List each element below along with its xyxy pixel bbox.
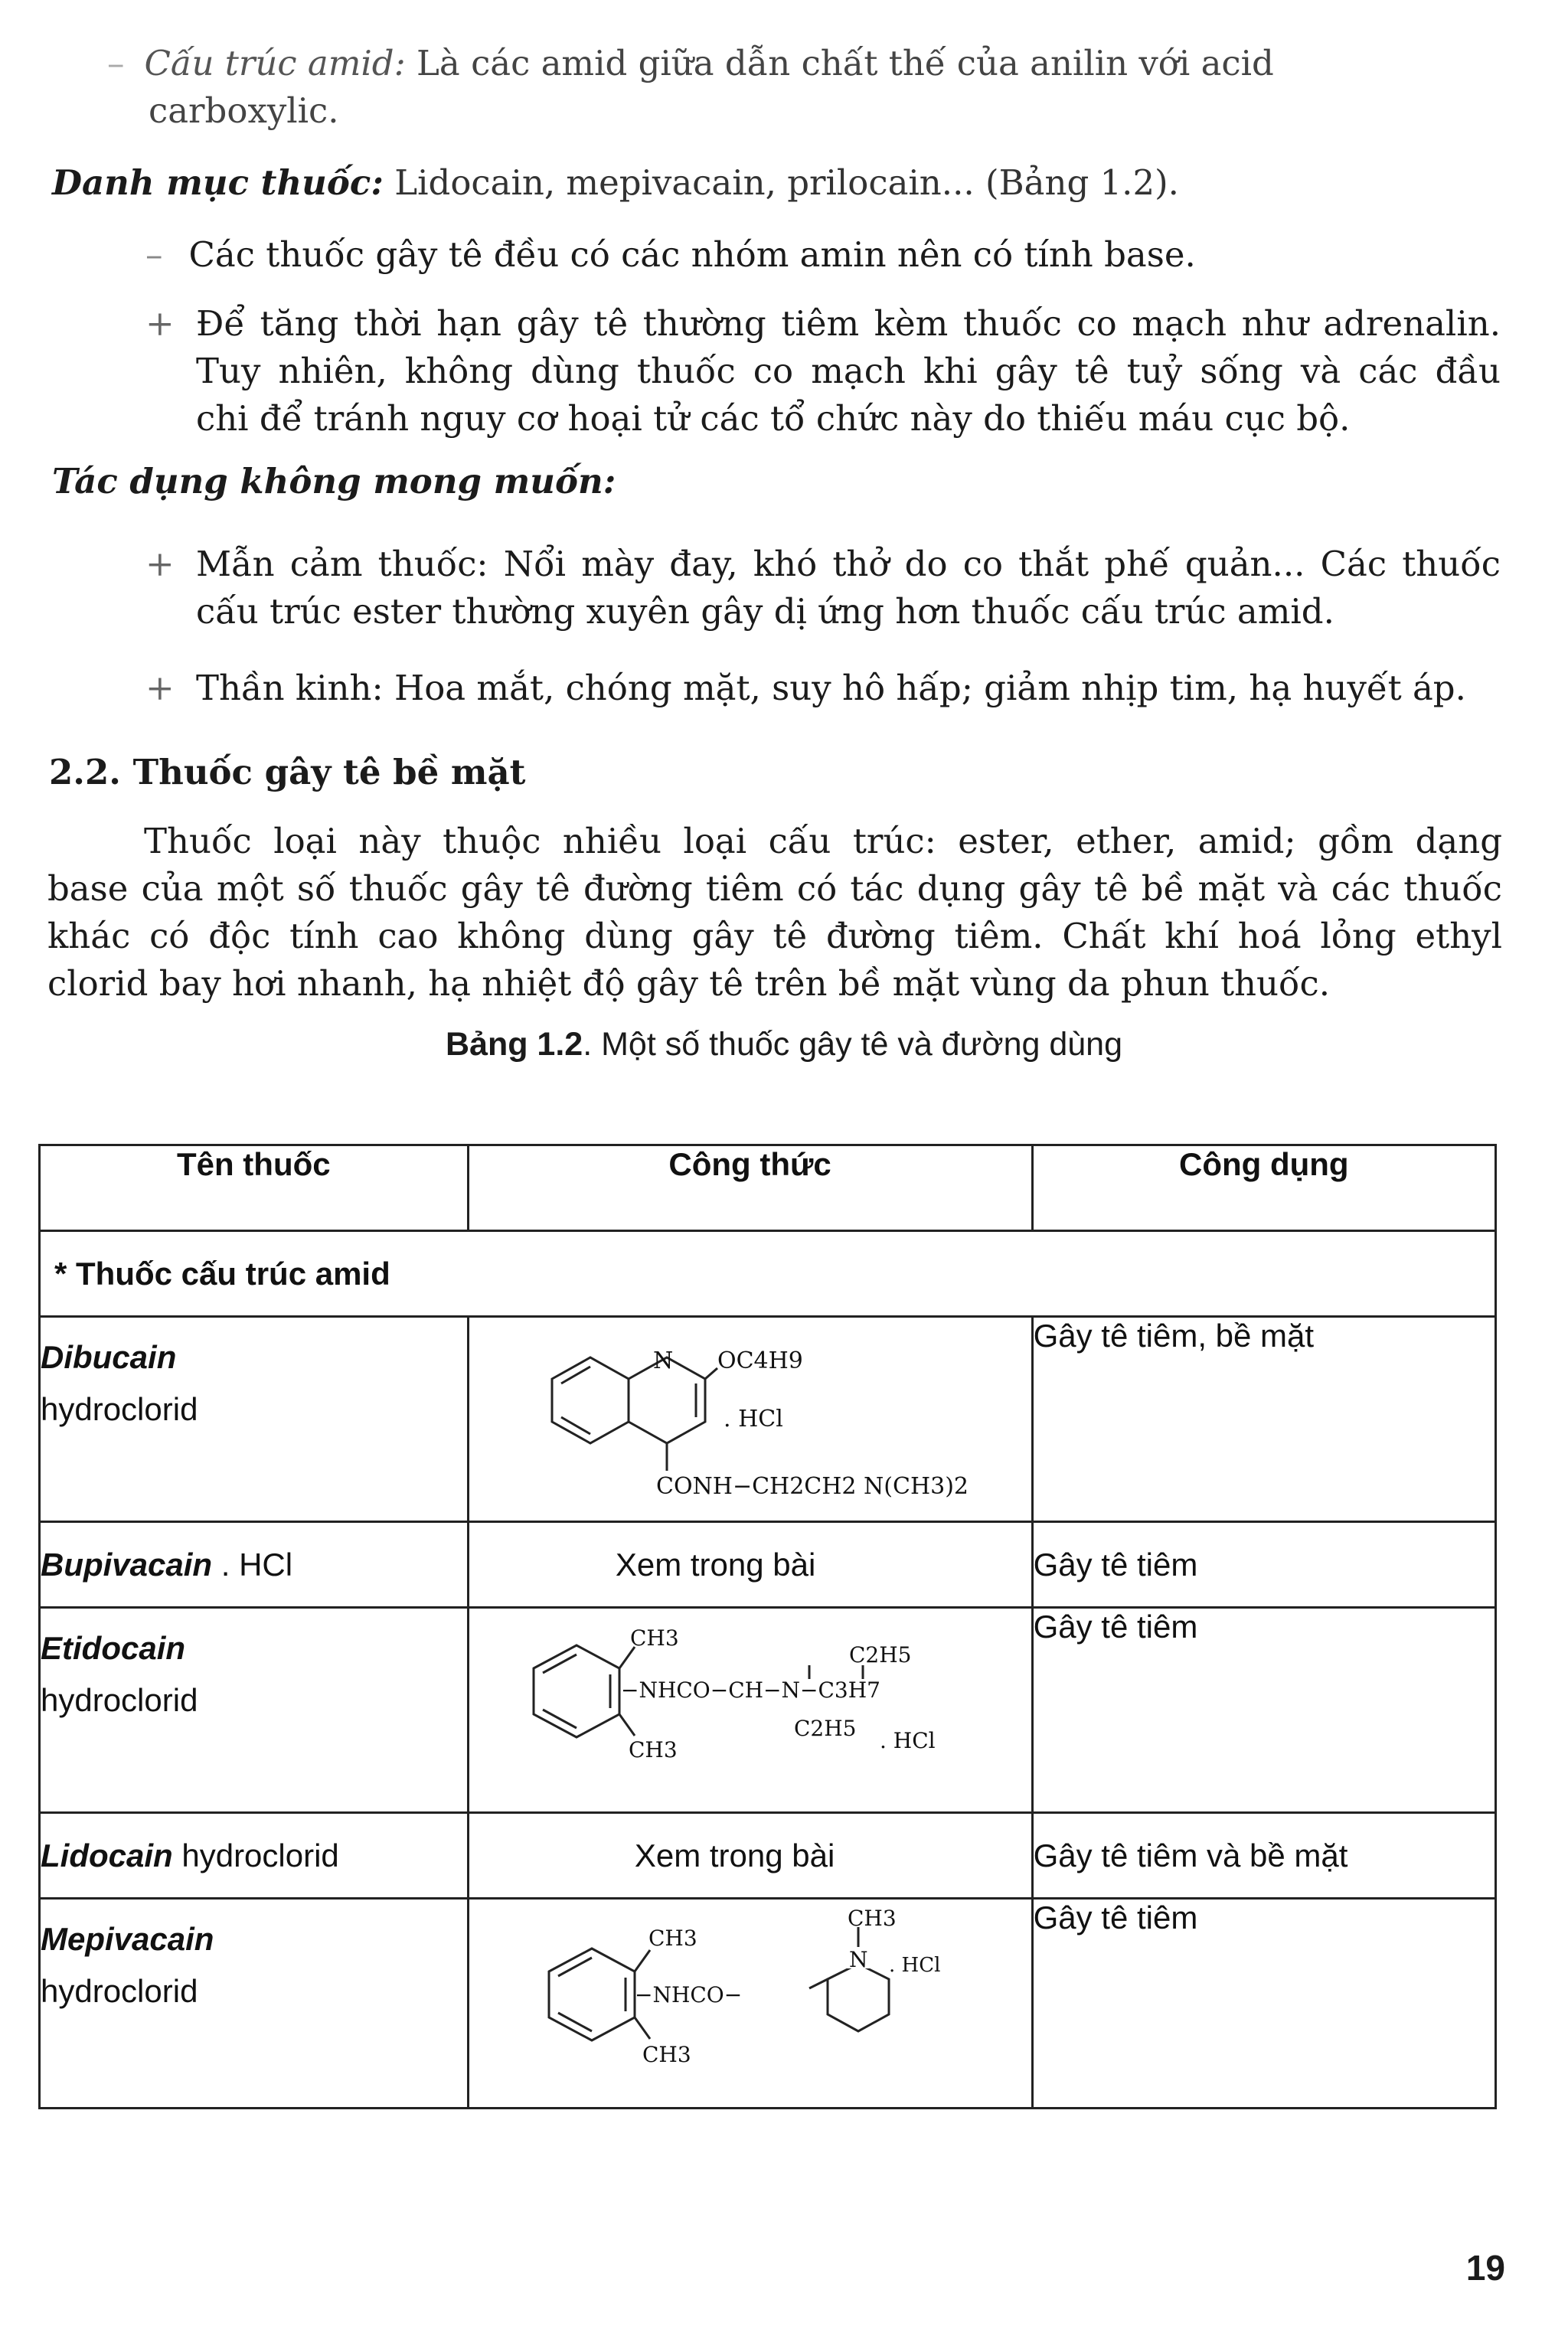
drug-name-suffix: hydroclorid: [41, 1391, 198, 1427]
drug-name: Lidocain: [41, 1837, 173, 1873]
table-row: [40, 1899, 1496, 2109]
list-plus: +: [145, 303, 175, 344]
neuro-note: [145, 665, 1501, 712]
surface-line-1: Thuốc loại này thuộc nhiều loại cấu trúc: ester, ether, amid; gồm dạng: [144, 821, 1502, 861]
formula-label: CH3: [642, 2042, 691, 2067]
use-cell: Gây tê tiêm: [1032, 1522, 1495, 1608]
drug-name: Etidocain: [41, 1630, 186, 1666]
drug-name-cell: [40, 1317, 469, 1522]
list-dash: –: [145, 234, 163, 275]
use-cell: Gây tê tiêm, bề mặt: [1032, 1317, 1495, 1522]
table-caption-text: . Một số thuốc gây tê và đường dùng: [583, 1026, 1123, 1063]
table-header-row: [40, 1145, 1496, 1231]
drug-name-suffix: hydroclorid: [41, 1973, 198, 2009]
formula-label: CH3: [847, 1906, 897, 1931]
allergy-line-1: Mẫn cảm thuốc: Nổi mày đay, khó thở do co thắt phế quản... Các thuốc: [196, 544, 1501, 584]
formula-label: CH3: [628, 1737, 678, 1762]
formula-cell: [468, 1317, 1032, 1522]
neuro-line: Thần kinh: Hoa mắt, chóng mặt, suy hô hấp; giảm nhịp tim, hạ huyết áp.: [196, 668, 1466, 708]
allergy-note: [145, 541, 1501, 635]
adrenalin-line-3: chi để tránh nguy cơ hoại tử các tổ chức này do thiếu máu cục bộ.: [196, 398, 1351, 439]
drug-name-suffix: . HCl: [212, 1546, 293, 1583]
use-cell: Gây tê tiêm và bề mặt: [1032, 1813, 1495, 1899]
table-row: [40, 1522, 1496, 1608]
formula-label: CH3: [648, 1926, 697, 1951]
drug-list-text: Lidocain, mepivacain, prilocain... (Bảng 1.2).: [383, 162, 1179, 203]
drug-list-paragraph: [52, 159, 1179, 207]
amid-structure-text: Là các amid giữa dẫn chất thế của anilin với acid: [405, 43, 1274, 83]
surface-line-4: clorid bay hơi nhanh, hạ nhiệt độ gây tê trên bề mặt vùng da phun thuốc.: [47, 963, 1331, 1004]
adrenalin-note: [145, 300, 1501, 443]
amid-structure-paragraph: [107, 40, 1501, 87]
surface-line-2: base của một số thuốc gây tê đường tiêm có tác dụng gây tê bề mặt và các thuốc: [47, 868, 1502, 909]
amid-structure-continued: carboxylic.: [149, 90, 339, 131]
page-number: 19: [1465, 2248, 1505, 2288]
list-plus: +: [145, 668, 175, 708]
formula-label: N: [848, 1947, 868, 1972]
etidocain-structure: [469, 1609, 1031, 1809]
formula-label: CH3: [629, 1625, 679, 1651]
drug-table: [38, 1144, 1497, 2109]
formula-label: . HCl: [723, 1406, 783, 1432]
list-dash: –: [107, 43, 125, 83]
base-note: [145, 231, 1196, 279]
drug-name: Mepivacain: [41, 1921, 214, 1957]
header-name: Tên thuốc: [40, 1145, 469, 1231]
header-formula: Công thức: [468, 1145, 1032, 1231]
side-effects-heading: Tác dụng không mong muốn:: [52, 461, 616, 501]
formula-cell: [468, 1608, 1032, 1813]
amid-structure-label: Cấu trúc amid:: [144, 43, 406, 83]
surface-paragraph: [47, 818, 1502, 1008]
use-cell: Gây tê tiêm: [1032, 1899, 1495, 2109]
formula-label: OC4H9: [717, 1348, 803, 1374]
section-heading: 2.2. Thuốc gây tê bề mặt: [49, 752, 526, 792]
formula-label: C2H5: [793, 1716, 857, 1741]
mepivacain-structure: [469, 1900, 1031, 2105]
drug-name: Bupivacain: [41, 1546, 213, 1583]
drug-name-cell: [40, 1899, 469, 2109]
table-caption-label: Bảng 1.2: [445, 1026, 583, 1063]
formula-label: . HCl: [879, 1728, 936, 1753]
group-label: * Thuốc cấu trúc amid: [40, 1231, 1496, 1317]
formula-label: CONH−CH2CH2 N(CH3)2: [655, 1473, 969, 1500]
formula-cell: Xem trong bài: [468, 1522, 1032, 1608]
allergy-line-2: cấu trúc ester thường xuyên gây dị ứng hơn thuốc cấu trúc amid.: [196, 591, 1334, 632]
formula-cell: Xem trong bài: [468, 1813, 1032, 1899]
adrenalin-line-1: Để tăng thời hạn gây tê thường tiêm kèm thuốc co mạch như adrenalin.: [196, 303, 1501, 344]
table-caption: [0, 1026, 1568, 1063]
group-row: [40, 1231, 1496, 1317]
base-note-text: Các thuốc gây tê đều có các nhóm amin nên có tính base.: [188, 234, 1196, 275]
table-row: [40, 1608, 1496, 1813]
drug-name: Dibucain: [41, 1339, 177, 1375]
header-use: Công dụng: [1032, 1145, 1495, 1231]
drug-name-cell: [40, 1813, 469, 1899]
formula-label: −NHCO−: [634, 1982, 742, 2007]
list-plus: +: [145, 544, 175, 584]
table-row: [40, 1317, 1496, 1522]
table-row: [40, 1813, 1496, 1899]
formula-label: N: [652, 1348, 673, 1374]
drug-name-suffix: hydroclorid: [172, 1837, 339, 1873]
surface-line-3: khác có độc tính cao không dùng gây tê đường tiêm. Chất khí hoá lỏng ethyl: [47, 916, 1502, 956]
formula-label: C2H5: [848, 1642, 912, 1668]
adrenalin-line-2: Tuy nhiên, không dùng thuốc co mạch khi gây tê tuỷ sống và các đầu: [196, 351, 1501, 391]
drug-name-cell: [40, 1608, 469, 1813]
formula-cell: [468, 1899, 1032, 2109]
use-cell: Gây tê tiêm: [1032, 1608, 1495, 1813]
formula-label: . HCl: [888, 1954, 941, 1977]
drug-list-label: Danh mục thuốc:: [52, 162, 384, 203]
drug-name-cell: [40, 1522, 469, 1608]
formula-label: −NHCO−CH−N−C3H7: [620, 1677, 880, 1703]
dibucain-structure: [469, 1318, 1031, 1518]
drug-name-suffix: hydroclorid: [41, 1682, 198, 1718]
